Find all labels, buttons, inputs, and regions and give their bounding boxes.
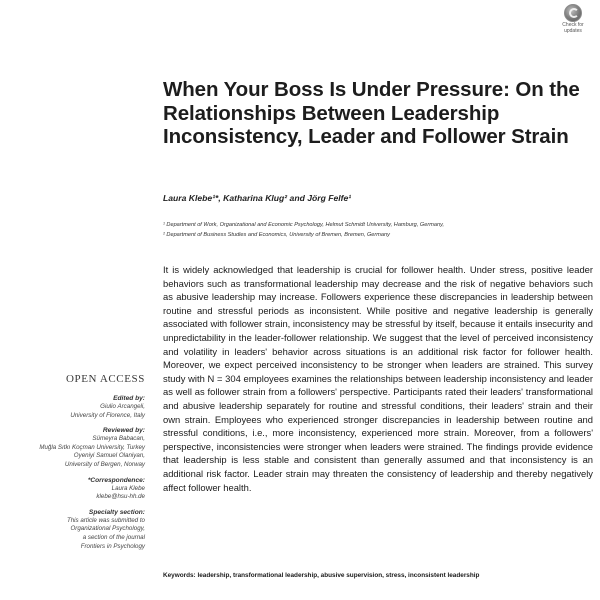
reviewer-1-name: Sümeyra Babacan, bbox=[92, 435, 145, 443]
keywords: Keywords: leadership, transformational leadership, abusive supervision, stress, inconsistent leadership bbox=[163, 572, 480, 579]
specialty-line-2: Organizational Psychology, bbox=[70, 525, 145, 533]
correspondence-email-link[interactable]: klebe@hsu-hh.de bbox=[96, 493, 145, 501]
check-updates-label bbox=[556, 23, 590, 34]
correspondence-label: *Correspondence: bbox=[87, 476, 145, 484]
open-access-label: OPEN ACCESS bbox=[65, 373, 145, 385]
check-updates-label-line-1: Check for bbox=[562, 22, 584, 28]
reviewer-2-name: Oyeniyi Samuel Olaniyan, bbox=[73, 452, 145, 460]
specialty-section-label: Specialty section: bbox=[88, 508, 145, 516]
correspondence-name: Laura Klebe bbox=[111, 484, 145, 492]
author-list: Laura Klebe¹*, Katharina Klug² and Jörg Felfe¹ bbox=[163, 193, 352, 203]
article-title: When Your Boss Is Under Pressure: On the Relationships Between Leadership Inconsistency, Leader and Follower Strain bbox=[163, 78, 580, 148]
affiliation-1: ¹ Department of Work, Organizational and Economic Psychology, Helmut Schmidt University, Hamburg, Germany, bbox=[163, 222, 445, 228]
article-info-sidebar bbox=[0, 373, 145, 551]
check-updates-label-line-2: updates bbox=[564, 27, 582, 34]
editor-name: Giulio Arcangeli, bbox=[100, 403, 145, 410]
specialty-line-3: a section of the journal bbox=[82, 533, 145, 541]
specialty-line-4: Frontiers in Psychology bbox=[80, 542, 145, 550]
editor-affiliation: University of Florence, Italy bbox=[70, 411, 145, 419]
abstract-text: It is widely acknowledged that leadership is crucial for follower health. Under stress, positive leader behaviors such as transformational leadership may decrease and the risk of negative behaviors such as abusive leadership may increase. Followers experience these discrepancies in leadership between routine and stressful periods as inconsistent. While positive and negative leadership is generally associated with follower strain, inconsistency may be stressful by itself, because it entails insecurity and unpredictability in the leader-follower relationship. We suggest that the level of perceived inconsistency and volatility in leaders' behavior across situations is an additional risk factor for follower health. Moreover, we expect perceived inconsistency to be stronger when leaders are strained. This survey study with N = 304 employees examines the relationships between leadership inconsistency and leader as well as follower strain from a followers' perspective. Participants rated their leaders' transformational and abusive leadership separately for routine and stressful conditions, their leaders' strain and their own strain. Employees who experienced stronger discrepancies in leadership between routine and stressful conditions, i.e., more inconsistency, experienced more strain. Moreover, from a followers' perspective, inconsistencies were stronger when leaders were strained. The findings provide evidence that leadership is less stable and consistent than generally assumed and that inconsistency is an additional risk factor. Leader strain may threaten the consistency of leadership and thereby negatively affect follower health. bbox=[163, 264, 593, 493]
specialty-line-1: This article was submitted to bbox=[66, 516, 145, 524]
affiliations bbox=[163, 220, 593, 240]
reviewer-1-affiliation: Muğla Sıtkı Koçman University, Turkey bbox=[39, 443, 145, 451]
check-updates-icon bbox=[564, 4, 582, 22]
affiliation-2: ² Department of Business Studies and Economics, University of Bremen, Bremen, Germany bbox=[163, 232, 390, 238]
check-for-updates-badge[interactable] bbox=[556, 4, 590, 34]
edited-by-label: Edited by: bbox=[113, 395, 145, 402]
reviewer-2-affiliation: University of Bergen, Norway bbox=[64, 460, 145, 468]
reviewed-by-label: Reviewed by: bbox=[102, 427, 145, 435]
